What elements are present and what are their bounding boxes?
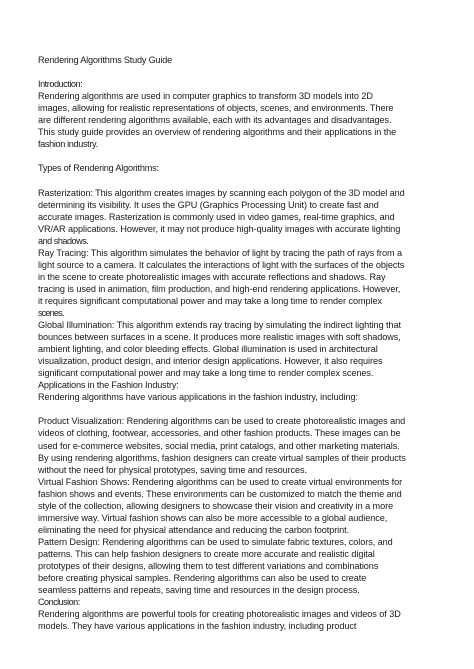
text-line: before creating physical samples. Rendering algorithms can also be used to create: [38, 573, 367, 584]
types-heading: Types of Rendering Algorithms:: [38, 163, 159, 174]
text-line: without the need for physical prototypes, saving time and resources.: [38, 464, 307, 475]
text-line: in the scene to create photorealistic images with accurate reflections and shadows. Ray: [38, 271, 386, 282]
text-line: eliminating the need for physical attendance and reducing the carbon footprint.: [38, 524, 350, 535]
text-line: Conclusion:: [38, 597, 80, 608]
intro-heading: Introduction:: [38, 79, 83, 90]
applications-section: [38, 415, 448, 632]
spacer: [38, 174, 448, 186]
spacer: [38, 66, 448, 78]
text-line: videos of clothing, footwear, accessories, and other fashion products. These images can be: [38, 428, 401, 439]
types-section: [38, 187, 448, 404]
intro-paragraph: [38, 90, 448, 150]
text-line: Virtual Fashion Shows: Rendering algorithms can be used to create virtual environments for: [38, 476, 403, 487]
text-line: tracing is used in animation, film production, and high-end rendering applications. However,: [38, 283, 401, 294]
text-line: visualization, product design, and interior design applications. However, it also requires: [38, 356, 383, 367]
text-line: it requires significant computational power and may take a long time to render complex: [38, 295, 382, 306]
spacer: [38, 403, 448, 415]
text-line: By using rendering algorithms, fashion designers can create virtual samples of their products: [38, 452, 406, 463]
text-line: and shadows.: [38, 235, 89, 246]
text-line: Global Illumination: This algorithm extends ray tracing by simulating the indirect lighting that: [38, 320, 402, 331]
text-line: ambient lighting, and color bleeding effects. Global illumination is used in architectural: [38, 344, 378, 355]
text-line: accurate images. Rasterization is commonly used in video games, real-time graphics, and: [38, 211, 395, 222]
text-line: patterns. This can help fashion designers to create more accurate and realistic digital: [38, 548, 375, 559]
text-line: Applications in the Fashion Industry:: [38, 380, 179, 391]
text-line: used for e-commerce websites, social media, print catalogs, and other marketing materials.: [38, 440, 400, 451]
text-line: prototypes of their designs, allowing them to test different variations and combinations: [38, 560, 379, 571]
text-line: Rendering algorithms are powerful tools for creating photorealistic images and videos of 3D: [38, 609, 401, 620]
document-page: [38, 54, 448, 632]
text-line: images, allowing for realistic representations of objects, scenes, and environments. There: [38, 103, 394, 114]
spacer: [38, 150, 448, 162]
text-line: light source to a camera. It calculates the interactions of light with the surfaces of the objects: [38, 259, 405, 270]
text-line: Rendering algorithms have various applications in the fashion industry, including:: [38, 392, 358, 403]
text-line: Ray Tracing: This algorithm simulates the behavior of light by tracing the path of rays from a: [38, 247, 403, 258]
text-line: immersive way. Virtual fashion shows can also be more accessible to a global audience,: [38, 512, 388, 523]
document-title: Rendering Algorithms Study Guide: [38, 55, 172, 65]
text-line: bounces between surfaces in a scene. It produces more realistic images with soft shadows,: [38, 332, 401, 343]
text-line: scenes.: [38, 307, 64, 318]
text-line: are different rendering algorithms available, each with its advantages and disadvantages.: [38, 115, 392, 126]
text-line: determining its visibility. It uses the GPU (Graphics Processing Unit) to create fast and: [38, 199, 379, 210]
text-line: fashion shows and events. These environments can be customized to match the theme and: [38, 488, 402, 499]
text-line: This study guide provides an overview of rendering algorithms and their applications in the: [38, 127, 397, 138]
text-line: fashion industry.: [38, 139, 98, 150]
text-line: Rendering algorithms are used in computer graphics to transform 3D models into 2D: [38, 91, 373, 102]
text-line: VR/AR applications. However, it may not produce high-quality images with accurate lighting: [38, 223, 401, 234]
text-line: style of the collection, allowing designers to showcase their vision and creativity in a more: [38, 500, 394, 511]
text-line: seamless patterns and repeats, saving time and resources in the design process.: [38, 585, 360, 596]
text-line: Pattern Design: Rendering algorithms can be used to simulate fabric textures, colors, and: [38, 536, 393, 547]
text-line: Rasterization: This algorithm creates images by scanning each polygon of the 3D model and: [38, 187, 405, 198]
text-line: significant computational power and may take a long time to render complex scenes.: [38, 368, 374, 379]
text-line: Product Visualization: Rendering algorithms can be used to create photorealistic images and: [38, 416, 406, 427]
text-line: models. They have various applications in the fashion industry, including product: [38, 621, 357, 632]
